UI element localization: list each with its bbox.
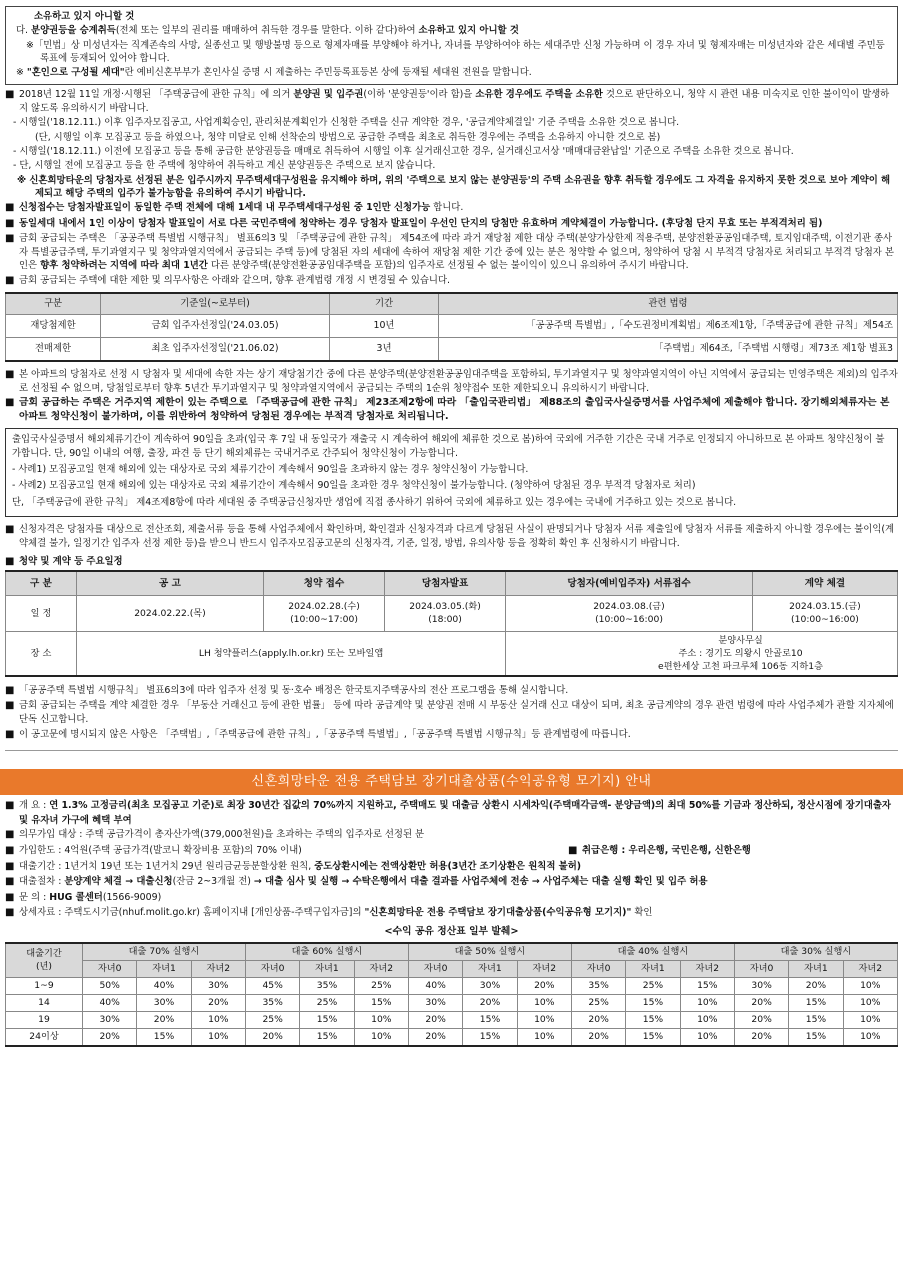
profit-share-caption: <수익 공유 정산표 일부 발췌>	[384, 926, 519, 938]
notice-page	[5, 0, 898, 1047]
t3-cell: 15%	[789, 1028, 843, 1046]
winner-date	[385, 595, 506, 631]
loan-bank: ■ 취급은행 : 우리은행, 국민은행, 신한은행	[568, 844, 898, 858]
loan-banner: 신혼희망타운 전용 주택담보 장기대출상품(수익공유형 모기지) 안내	[0, 769, 903, 795]
t3-cell: 20%	[571, 1011, 625, 1028]
t3-cell: 40%	[137, 977, 191, 994]
t3-corner: 대출기간 (년)	[6, 943, 83, 978]
loan-term	[5, 860, 898, 874]
t1-header: 기간	[330, 293, 439, 315]
box-line-2	[16, 24, 889, 37]
t3-cell: 10%	[517, 1011, 571, 1028]
t3-cell: 20%	[245, 1028, 299, 1046]
t3-cell: 15%	[626, 1011, 680, 1028]
winner-date-time: (18:00)	[428, 614, 462, 626]
t3-cell: 10%	[354, 1011, 408, 1028]
t3-cell: 10%	[680, 1028, 734, 1046]
box-line-4-pre: ※	[16, 67, 27, 79]
t3-period: 1~9	[6, 977, 83, 994]
t3-cell: 20%	[734, 1011, 788, 1028]
related-laws-paragraph: ■ 이 공고문에 명시되지 않은 사항은 「주택법」,「주택공급에 관한 규칙」,「공공주택 특별법」,「공공주택 특별법 시행규칙」등 관계법령에 따릅니다.	[5, 728, 898, 742]
t3-cell: 50%	[83, 977, 137, 994]
t3-cell: 20%	[571, 1028, 625, 1046]
t3-sub-header: 자녀2	[680, 960, 734, 977]
loan-contact	[5, 891, 898, 905]
t2-header: 당첨자발표	[385, 571, 506, 596]
detail-post: 확인	[631, 906, 653, 918]
t3-sub-header-row	[6, 960, 898, 977]
residence-restriction-paragraph: ■ 금회 공급하는 주택은 거주지역 제한이 있는 주택으로 「주택공급에 관한 규칙」 제23조제2항에 따라 「출입국관리법」 제88조의 출입국사실증명서를 사업주체에 제출해야 합니다. 장기해외체류자는 본 아파트 청약신청이 불가하며, 이를 위반하여 청약하여 당첨된 경우에는 부적격 당첨자로 처리됩니다.	[5, 396, 898, 424]
table-row	[6, 1011, 898, 1028]
t3-cell: 25%	[354, 977, 408, 994]
t3-cell: 45%	[245, 977, 299, 994]
dash-item-1: - 시행일('18.12.11.) 이후 입주자모집공고, 사업계획승인, 관리처분계획인가 신청한 주택을 신규 계약한 경우, '공급계약체결일' 기준 주택을 소유한 것으로 봅니다.	[13, 117, 680, 129]
p2-post: 합니다.	[430, 202, 464, 214]
t3-cell: 30%	[408, 994, 462, 1011]
proc-pre: 대출절차 :	[19, 876, 65, 888]
t3-cell: 30%	[83, 1011, 137, 1028]
t3-cell: 35%	[245, 994, 299, 1011]
rewin-period-paragraph: ■ 본 아파트의 당첨자로 선정 시 당첨자 및 세대에 속한 자는 상기 재당첨기간 중에 다른 분양주택(분양전환공공임대주택을 포함하되, 투기과열지구 및 청약과열지역이 아닌 지역에서 공급되는 민영주택은 제외)의 입주자로 선정될 수 없으며, 당첨일로부터 향후 5년간 투기과열지구 및 청약과열지역에서 공급되는 주택의 1순위 청약접수 또한 제한되오니 유의하시기 바랍니다.	[5, 368, 898, 396]
box-line-2-mid: (전체 또는 일부의 권리를 매매하여 취득한 경우를 말한다. 이하 같다)하여	[115, 25, 419, 37]
contact-pre: 문 의 :	[19, 891, 50, 903]
t3-cell: 20%	[734, 1028, 788, 1046]
t3-group-header: 대출 50% 실행시	[408, 943, 571, 961]
t3-cell: 10%	[843, 977, 897, 994]
t1-cell: 「주택법」제64조,「주택법 시행령」제73조 제1항 별표3	[439, 337, 898, 361]
t3-sub-header: 자녀0	[571, 960, 625, 977]
box-line-2-b1: 분양권등을 승계취득	[31, 25, 116, 37]
p4-pre: 금회 공급되는 주택은 「공공주택 특별법 시행규칙」 별표6의3 및 「주택공급에 관한 규칙」 제54조에 따라 과거 재당첨 제한 대상 주택(분양가상한제 적용주택, 분양전환공공임대주택, 토지임대주택, 이전기관 종사자 특별공급주택, 투기과열지구 및 청약과열지역에서 공급되는 주택 등)에 당첨된 자의 세대에 속하여 재당첨 제한 기간 중에 있는 분은 청약할 수 없으며, 청약하여 당첨 시 부적격 당첨자로 처리되고 부적격 당첨자 본인은	[19, 232, 894, 272]
t3-sub-header: 자녀0	[83, 960, 137, 977]
p2-b: 신청접수는 당첨자발표일이 동일한 주택 전체에 대해 1세대 내 무주택세대구성원 중 1인만 신청가능	[19, 202, 431, 214]
loan-limit-bank-row	[5, 843, 898, 859]
t3-cell: 20%	[408, 1011, 462, 1028]
box-line-4-b: "혼인으로 구성될 세대"	[26, 67, 125, 79]
docs-date	[506, 595, 753, 631]
t3-cell: 15%	[354, 994, 408, 1011]
p1-post: 것으로 판단하오니, 청약 시 관련 내용 미숙지로 인한 불이익이 발생하지 않도록 유의하시기 바랍니다.	[19, 88, 890, 114]
t3-body	[6, 977, 898, 1046]
t3-cell: 20%	[408, 1028, 462, 1046]
detail-pre: 상세자료 : 주택도시기금(nhuf.molit.go.kr) 홈페이지내 [개인상품-주택구입자금]의	[19, 906, 365, 918]
office-address: 주소 : 경기도 의왕시 안골로10	[678, 647, 803, 659]
winner-date-day: 2024.03.05.(화)	[409, 601, 481, 613]
docs-date-day: 2024.03.08.(금)	[593, 601, 665, 613]
t3-cell: 10%	[680, 1011, 734, 1028]
t3-group-header: 대출 70% 실행시	[83, 943, 246, 961]
p1-b1: 분양권 및 입주권	[293, 88, 364, 100]
t3-cell: 30%	[137, 994, 191, 1011]
t3-cell: 35%	[300, 977, 354, 994]
sales-office-location	[506, 631, 898, 676]
online-apply-location: LH 청약플러스(apply.lh.or.kr) 또는 모바일앱	[77, 631, 506, 676]
p1-pre: 2018년 12월 11일 개정·시행된 「주택공급에 관한 규칙」에 의거	[19, 88, 294, 100]
t3-group-header: 대출 60% 실행시	[245, 943, 408, 961]
docs-date-time: (10:00~16:00)	[595, 614, 663, 626]
restriction-intro-paragraph: ■ 금회 공급되는 주택에 대한 제한 및 의무사항은 아래와 같으며, 향후 관계법령 개정 시 변경될 수 있습니다.	[5, 274, 898, 288]
p4-b: 향후 청약하려는 지역에 따라 최대 1년간	[40, 260, 208, 272]
housing-ownership-paragraph	[5, 88, 898, 116]
t3-group-header: 대출 30% 실행시	[734, 943, 897, 961]
t1-cell: 최초 입주자선정일('21.06.02)	[101, 337, 330, 361]
loan-limit: ■ 가입한도 : 4억원(주택 공급가격(발코니 확장비용 포함)의 70% 이내)	[5, 844, 568, 858]
t2-header: 청약 접수	[264, 571, 385, 596]
t3-cell: 10%	[517, 1028, 571, 1046]
contract-date-day: 2024.03.15.(금)	[789, 601, 861, 613]
frame-line: 단, 「주택공급에 관한 규칙」 제4조제8항에 따라 세대원 중 주택공급신청자만 생업에 직접 종사하기 위하여 국외에 체류하고 있는 경우에는 국내에 거주하고 있는 것으로 봅니다.	[12, 496, 737, 508]
t1-cell: 「공공주택 특별법」,「수도권정비계획법」제6조제1항,「주택공급에 관한 규칙」제54조	[439, 314, 898, 337]
t3-sub-header: 자녀1	[300, 960, 354, 977]
t3-sub-header: 자녀0	[408, 960, 462, 977]
t3-cell: 20%	[463, 994, 517, 1011]
table-row	[6, 631, 898, 676]
t3-cell: 15%	[789, 994, 843, 1011]
t3-cell: 15%	[137, 1028, 191, 1046]
t3-sub-header: 자녀1	[463, 960, 517, 977]
table-row	[6, 994, 898, 1011]
office-name: 분양사무실	[718, 634, 763, 646]
table-row	[6, 1028, 898, 1046]
t3-period: 24이상	[6, 1028, 83, 1046]
proc-mid: (잔금 2~3개월 전)	[172, 876, 254, 888]
t3-sub-header: 자녀1	[137, 960, 191, 977]
box-line-2-pre: 다.	[16, 25, 32, 37]
dash-item-2: - 시행일('18.12.11.) 이전에 모집공고 등을 통해 공급한 분양권등을 매매로 취득하여 시행일 이후 실거래신고한 경우, 실거래신고서상 '매매대금완납일' 기준으로 주택을 소유한 것으로 봅니다.	[13, 145, 794, 157]
t3-cell: 25%	[245, 1011, 299, 1028]
t3-sub-header: 자녀2	[191, 960, 245, 977]
t1-header: 관련 법령	[439, 293, 898, 315]
t3-cell: 30%	[734, 977, 788, 994]
table-row	[6, 595, 898, 631]
box-line-1: 소유하고 있지 아니할 것	[34, 11, 135, 22]
t3-cell: 20%	[789, 977, 843, 994]
qualification-paragraph: ■ 신청자격은 당첨자를 대상으로 전산조회, 제출서류 등을 통해 사업주체에서 확인하며, 확인결과 신청자격과 다르게 당첨된 사실이 판명되거나 당첨자 서류 제출일에 당첨자 서류를 제출하지 아니할 경우에는 불이익(계약체결 불가, 일정기간 입주자 선정 제한 등)을 받으니 반드시 입주자모집공고문의 신청자격, 기준, 일정, 방법, 유의사항 등을 정확히 확인 후 신청하시기 바랍니다.	[5, 523, 898, 551]
rewin-restriction-paragraph	[5, 232, 898, 273]
schedule-title: ■ 청약 및 계약 등 주요일정	[5, 555, 898, 569]
box-line-3: ※「민법」상 미성년자는 직계존속의 사망, 실종선고 및 행방불명 등으로 형제자매를 부양해야 하거나, 자녀를 부양하여야 하는 세대주만 신청 가능하며 이 경우 자녀 및 형제자매는 미성년자와 같은 세대별 주민등록표에 등재되어 있어야 합니다.	[26, 39, 885, 65]
frame-line: - 사례1) 모집공고일 현재 해외에 있는 대상자로 국외 체류기간이 계속해서 90일을 초과하지 않는 경우 청약신청이 가능합니다.	[12, 464, 529, 476]
t1-cell: 재당첨제한	[6, 314, 101, 337]
dash-item-1b: (단, 시행일 이후 모집공고 등을 하였으나, 청약 미달로 인해 선착순의 방법으로 공급한 주택을 최초로 취득한 경우에는 주택을 소유하지 아니한 것으로 봄)	[35, 131, 661, 143]
t1-cell: 금회 입주자선정일('24.03.05)	[101, 314, 330, 337]
t3-cell: 15%	[300, 1011, 354, 1028]
t3-cell: 15%	[789, 1011, 843, 1028]
t2-header: 당첨자(예비입주자) 서류접수	[506, 571, 753, 596]
t3-cell: 25%	[626, 977, 680, 994]
real-trade-report-paragraph: ■ 금회 공급되는 주택을 계약 체결한 경우 「부동산 거래신고 등에 관한 법률」 등에 따라 공급계약 및 분양권 전매 시 부동산 실거래 신고 대상이 되며, 최초 공급계약의 경우 관련 법령에 따라 사업주체가 관할 지자체에 단독 신고합니다.	[5, 699, 898, 727]
t1-cell: 3년	[330, 337, 439, 361]
t3-sub-header: 자녀1	[789, 960, 843, 977]
t3-sub-header: 자녀0	[245, 960, 299, 977]
detail-b: "신혼희망타운 전용 주택담보 장기대출상품(수익공유형 모기지)"	[364, 906, 632, 918]
t3-cell: 15%	[626, 1028, 680, 1046]
same-household-paragraph: ■ 동일세대 내에서 1인 이상이 당첨자 발표일이 서로 다른 국민주택에 청약하는 경우 당첨자 발표일이 우선인 단지의 당첨만 유효하며 계약체결이 가능합니다. (후당첨 단지 무효 또는 부적격처리 됨)	[5, 217, 898, 231]
loan-detail	[5, 906, 898, 920]
t3-cell: 35%	[571, 977, 625, 994]
t3-cell: 15%	[300, 1028, 354, 1046]
t3-cell: 25%	[300, 994, 354, 1011]
schedule-table	[5, 570, 898, 677]
t3-cell: 30%	[463, 977, 517, 994]
t3-group-header: 대출 40% 실행시	[571, 943, 734, 961]
loan-target: ■ 의무가입 대상 : 주택 공급가격이 총자산가액(379,000천원)을 초과하는 주택의 입주자로 선정된 분	[5, 828, 898, 842]
box-line-4	[16, 66, 889, 79]
apply-date-day: 2024.02.28.(수)	[288, 601, 360, 613]
apply-date-time: (10:00~17:00)	[290, 614, 358, 626]
term-b: 중도상환시에는 전액상환만 허용(3년간 조기상환은 원칙적 불허)	[314, 861, 582, 873]
t1-header: 기준일(~로부터)	[101, 293, 330, 315]
t3-cell: 10%	[680, 994, 734, 1011]
t1-cell: 전매제한	[6, 337, 101, 361]
t3-cell: 10%	[517, 994, 571, 1011]
t3-period: 19	[6, 1011, 83, 1028]
t3-period: 14	[6, 994, 83, 1011]
term-pre: 대출기간 : 1년거치 19년 또는 1년거치 29년 원리금균등분할상환 원칙,	[19, 861, 315, 873]
t3-cell: 20%	[191, 994, 245, 1011]
frame-line: - 사례2) 모집공고일 현재 해외에 있는 대상자로 국외 체류기간이 계속해서 90일을 초과한 경우 청약신청이 불가능합니다. (청약하여 당첨된 경우 부적격 당첨자로 처리)	[12, 480, 696, 492]
announce-date: 2024.02.22.(목)	[77, 595, 264, 631]
proc-b1: 분양계약 체결 → 대출신청	[64, 876, 173, 888]
box-line-2-b2: 소유하고 있지 아니할 것	[418, 25, 519, 37]
t2-row-label: 장 소	[6, 631, 77, 676]
table-row	[6, 337, 898, 361]
t3-cell: 10%	[191, 1011, 245, 1028]
dash-item-3: - 단, 시행일 전에 모집공고 등을 한 주택에 청약하여 취득하고 계신 분양권등은 주택으로 보지 않습니다.	[13, 160, 436, 172]
table-row	[6, 314, 898, 337]
frame-line: 출입국사실증명서 해외체류기간이 계속하여 90일을 초과(입국 후 7일 내 동일국가 재출국 시 계속하여 해외에 체류한 것으로 봄)하여 국외에 거주한 기간은 국내 거주로 인정되지 아니하므로 본 아파트 청약신청이 불가합니다. 단, 90일 이내의 여행, 출장, 파견 등 단기 해외체류는 국내거주로 간주되어 청약신청이 가능합니다.	[12, 434, 885, 459]
t3-sub-header: 자녀2	[354, 960, 408, 977]
t3-cell: 25%	[571, 994, 625, 1011]
t2-header: 공 고	[77, 571, 264, 596]
t2-row-label: 일 정	[6, 595, 77, 631]
overseas-stay-frame	[5, 428, 898, 517]
contact-b: HUG 콜센터	[49, 891, 103, 903]
lottery-paragraph: ■ 「공공주택 특별법 시행규칙」 별표6의3에 따라 입주자 선정 및 동·호수 배정은 한국토지주택공사의 전산 프로그램을 통해 실시합니다.	[5, 684, 898, 698]
t3-cell: 20%	[137, 1011, 191, 1028]
profit-share-table	[5, 942, 898, 1047]
t3-cell: 10%	[191, 1028, 245, 1046]
section-divider	[5, 750, 898, 751]
t3-cell: 40%	[408, 977, 462, 994]
p1-b2: 소유한 경우에도 주택을 소유한	[475, 88, 603, 100]
t3-cell: 10%	[843, 1011, 897, 1028]
t3-cell: 20%	[517, 977, 571, 994]
office-building: e편한세상 고천 파크루체 106동 지하1층	[658, 660, 824, 672]
t3-cell: 20%	[83, 1028, 137, 1046]
table-row	[6, 977, 898, 994]
t3-cell: 30%	[191, 977, 245, 994]
t3-sub-header: 자녀0	[734, 960, 788, 977]
t3-sub-header: 자녀2	[517, 960, 571, 977]
contact-post: (1566-9009)	[102, 891, 162, 903]
contract-date	[752, 595, 897, 631]
apply-date	[264, 595, 385, 631]
t1-header: 구분	[6, 293, 101, 315]
one-applicant-paragraph	[5, 201, 898, 215]
t3-sub-header: 자녀1	[626, 960, 680, 977]
t3-cell: 15%	[680, 977, 734, 994]
eligibility-box	[5, 6, 898, 85]
t3-cell: 15%	[463, 1011, 517, 1028]
t2-header: 계약 체결	[752, 571, 897, 596]
t3-cell: 40%	[83, 994, 137, 1011]
p4-post: 다른 분양주택(분양전환공공임대주택을 포함)의 입주자로 선정될 수 없는 불이익이 있으니 유의하여 주시기 바랍니다.	[207, 260, 689, 272]
proc-b2: → 대출 심사 및 실행 → 수탁은행에서 대출 결과를 사업주체에 전송 → 사업주체는 대출 실행 확인 및 입주 허용	[253, 876, 708, 888]
p1-mid: (이하 '분양권등'이라 함)을	[363, 88, 476, 100]
t1-cell: 10년	[330, 314, 439, 337]
t2-header: 구 분	[6, 571, 77, 596]
loan-overview	[5, 799, 898, 827]
t3-cell: 20%	[734, 994, 788, 1011]
t3-sub-header: 자녀2	[843, 960, 897, 977]
overview-label: 개 요 :	[19, 800, 50, 812]
contract-date-time: (10:00~16:00)	[791, 614, 859, 626]
box-line-4-post: 란 예비신혼부부가 혼인사실 증명 시 제출하는 주민등록표등본 상에 등재될 세대원 전원을 말합니다.	[124, 67, 532, 79]
t3-cell: 10%	[843, 994, 897, 1011]
loan-procedure	[5, 875, 898, 889]
newlywed-town-note: ※ 신혼희망타운의 당첨자로 선정된 분은 입주시까지 무주택세대구성원을 유지해야 하며, 위의 '주택으로 보지 않는 분양권등'의 주택 소유권을 향후 취득할 경우에도 그 자격을 유지하지 못한 것으로 보아 계약이 해제되고 해당 주택의 입주가 불가능함을 유의하여 주시기 바랍니다.	[17, 174, 891, 199]
t3-cell: 10%	[843, 1028, 897, 1046]
t3-cell: 15%	[626, 994, 680, 1011]
t3-cell: 10%	[354, 1028, 408, 1046]
overview-text: 연 1.3% 고정금리(최초 모집공고 기준)로 최장 30년간 집값의 70%까지 지원하고, 주택매도 및 대출금 상환시 시세차익(주택매각금액- 분양금액)의 최대 50%를 기금과 정산하되, 정산시점에 장기대출자 및 유자녀 가구에 혜택 부여	[19, 800, 891, 826]
t3-cell: 15%	[463, 1028, 517, 1046]
restriction-table	[5, 292, 898, 362]
